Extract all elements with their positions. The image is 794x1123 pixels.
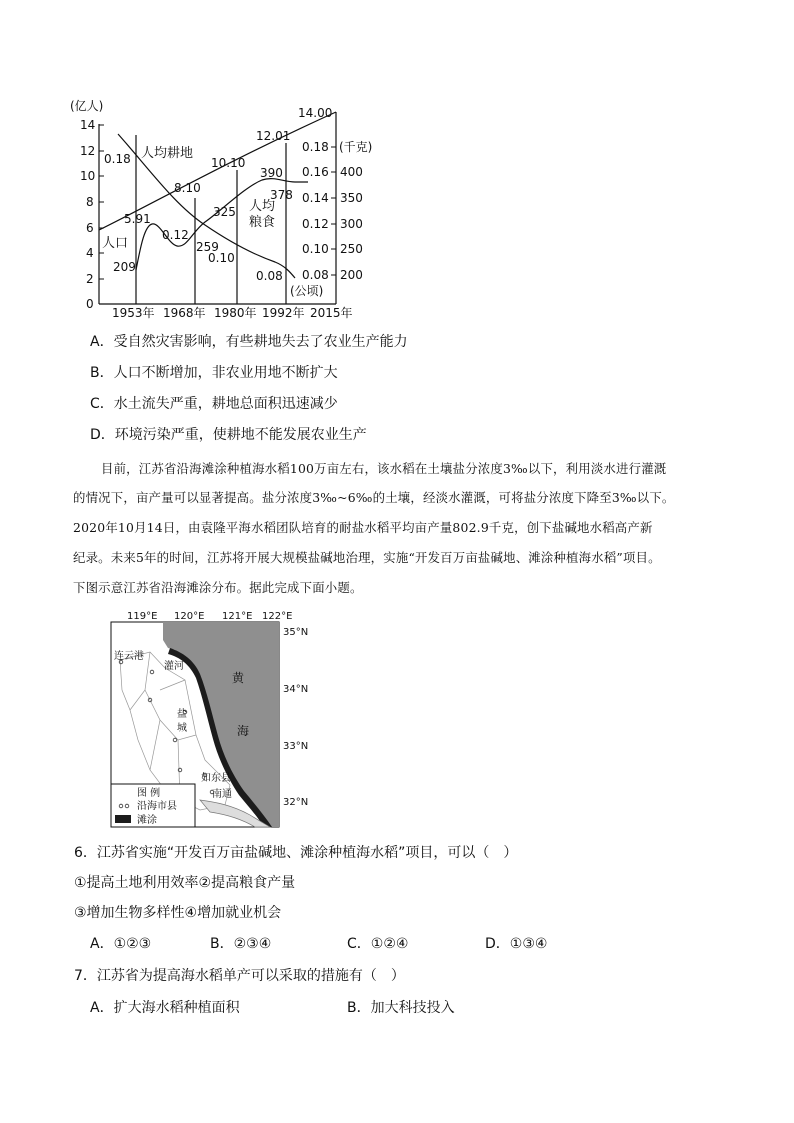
value-label: 14.00 — [298, 106, 333, 120]
q6-statement-line: ③增加生物多样性④增加就业机会 — [74, 905, 282, 921]
x-tick-label: 1953年 — [112, 306, 155, 320]
sea-label: 海 — [237, 724, 250, 738]
value-label: 390 — [260, 166, 283, 180]
series-label-grain: 粮食 — [249, 215, 276, 230]
right-unit-kg: (千克) — [339, 140, 373, 154]
q6-option-c[interactable]: C．①②④ — [347, 936, 409, 952]
right-tick-arable: 0.14 — [302, 191, 329, 205]
place-label: 城 — [177, 723, 187, 734]
value-label: 209 — [113, 260, 136, 274]
left-tick-label: 4 — [86, 246, 94, 260]
right-unit-ha: (公顷) — [290, 284, 324, 298]
jiangsu-tidal-flat-map — [105, 605, 337, 833]
left-tick-label: 12 — [80, 144, 96, 158]
q7-stem: 7．江苏省为提高海水稻单产可以采取的措施有（ ） — [74, 968, 405, 984]
legend-title: 图 例 — [137, 788, 161, 799]
place-label: 盐 — [177, 709, 187, 720]
q7-option-a[interactable]: A．扩大海水稻种植面积 — [90, 1000, 240, 1016]
q6-statement-line: ①提高土地利用效率②提高粮食产量 — [74, 875, 296, 891]
lon-label: 121°E — [222, 611, 253, 622]
right-tick-grain: 350 — [340, 191, 363, 205]
q6-option-d[interactable]: D．①③④ — [485, 936, 548, 952]
lon-label: 122°E — [262, 611, 293, 622]
lon-label: 119°E — [127, 611, 158, 622]
lat-label: 35°N — [283, 627, 309, 638]
x-tick-label: 2015年 — [310, 306, 353, 320]
value-label: 325 — [213, 205, 236, 219]
q6-option-b[interactable]: B．②③④ — [210, 936, 272, 952]
right-tick-arable: 0.16 — [302, 165, 329, 179]
q6-option-a[interactable]: A．①②③ — [90, 936, 152, 952]
right-tick-arable: 0.08 — [302, 268, 329, 282]
population-grain-chart — [60, 95, 380, 327]
left-ticks — [99, 125, 104, 279]
x-tick-label: 1968年 — [163, 306, 206, 320]
passage-line: 的情况下，亩产量可以显著提高。盐分浓度3‰~6‰的土壤，经淡水灌溉，可将盐分浓度下降至3‰以下。 — [73, 490, 675, 505]
lat-label: 33°N — [283, 741, 309, 752]
right-tick-arable: 0.10 — [302, 242, 329, 256]
lat-label: 34°N — [283, 684, 309, 695]
place-label: 如东县 — [201, 773, 231, 784]
value-label: 10.10 — [211, 156, 246, 170]
passage-line: 纪录。未来5年的时间，江苏将开展大规模盐碱地治理，实施“开发百万亩盐碱地、滩涂种植海水稻”项目。 — [73, 550, 661, 565]
lon-label: 120°E — [174, 611, 205, 622]
series-label-grain: 人均 — [249, 199, 276, 214]
value-label: 12.01 — [256, 129, 291, 143]
legend-item-tidal-flat: 滩涂 — [137, 815, 157, 826]
value-label: 0.08 — [256, 269, 283, 283]
value-label: 0.12 — [162, 228, 189, 242]
left-tick-label: 14 — [80, 118, 96, 132]
series-label-arable: 人均耕地 — [141, 146, 194, 161]
passage-line: 目前，江苏省沿海滩涂种植海水稻100万亩左右，该水稻在土壤盐分浓度3‰以下，利用淡水进行灌溉 — [101, 461, 667, 476]
right-tick-grain: 300 — [340, 217, 363, 231]
q5-option-a[interactable]: A．受自然灾害影响，有些耕地失去了农业生产能力 — [90, 334, 408, 350]
series-label-population: 人口 — [102, 236, 129, 251]
right-tick-grain: 250 — [340, 242, 363, 256]
lat-label: 32°N — [283, 797, 309, 808]
place-label: 灌河 — [164, 661, 184, 672]
passage-line: 2020年10月14日，由袁隆平海水稻团队培育的耐盐水稻平均亩产量802.9千克，创下盐碱地水稻高产新 — [73, 520, 653, 535]
legend-item-county: 沿海市县 — [137, 801, 177, 812]
right-tick-grain: 200 — [340, 268, 363, 282]
x-tick-label: 1980年 — [214, 306, 257, 320]
q5-option-d[interactable]: D．环境污染严重，使耕地不能发展农业生产 — [90, 427, 367, 443]
left-tick-label: 2 — [86, 272, 94, 286]
right-tick-arable: 0.18 — [302, 140, 329, 154]
value-label: 0.10 — [208, 251, 235, 265]
q7-option-b[interactable]: B．加大科技投入 — [347, 1000, 455, 1016]
q5-option-c[interactable]: C．水土流失严重，耕地总面积迅速减少 — [90, 396, 338, 412]
left-tick-label: 0 — [86, 297, 94, 311]
value-label: 259 — [196, 240, 219, 254]
left-axis-unit: (亿人) — [70, 99, 104, 113]
value-label: 0.18 — [104, 152, 131, 166]
passage-line: 下图示意江苏省沿海滩涂分布。据此完成下面小题。 — [73, 580, 363, 595]
place-label: 连云港 — [114, 651, 144, 662]
place-label: 南通 — [212, 789, 232, 800]
x-tick-label: 1992年 — [262, 306, 305, 320]
right-tick-grain: 400 — [340, 165, 363, 179]
sea-label: 黄 — [232, 671, 245, 685]
right-tick-arable: 0.12 — [302, 217, 329, 231]
q6-stem: 6．江苏省实施“开发百万亩盐碱地、滩涂种植海水稻”项目，可以（ ） — [74, 845, 518, 861]
value-label: 378 — [270, 188, 293, 202]
value-label: 8.10 — [174, 181, 201, 195]
left-tick-label: 6 — [86, 221, 94, 235]
q5-option-b[interactable]: B．人口不断增加，非农业用地不断扩大 — [90, 365, 338, 381]
value-label: 5.91 — [124, 212, 151, 226]
right-ticks — [331, 147, 336, 275]
left-tick-label: 8 — [86, 195, 94, 209]
left-tick-label: 10 — [80, 169, 96, 183]
